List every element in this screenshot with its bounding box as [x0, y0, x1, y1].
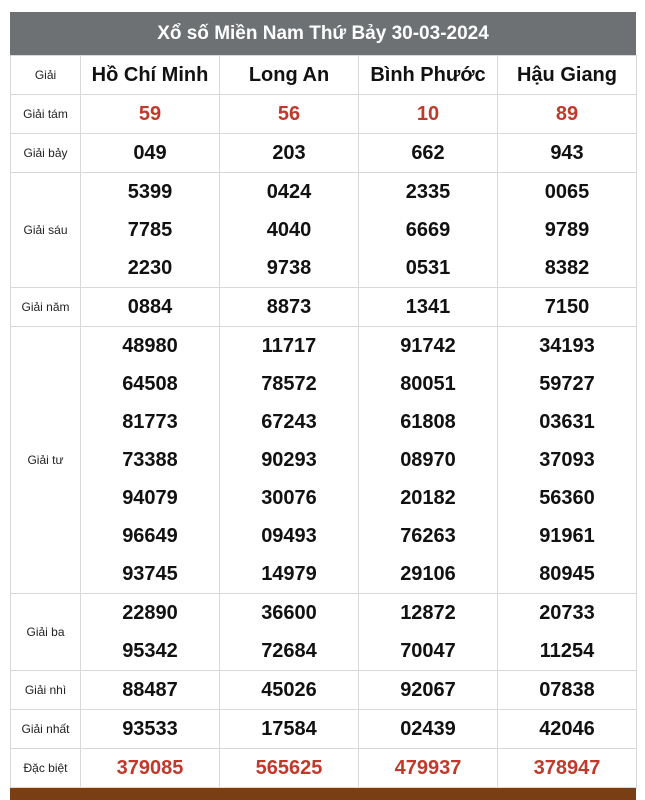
winning-number: 17584 [261, 718, 317, 740]
winning-number: 59727 [539, 373, 595, 395]
winning-number: 479937 [394, 757, 462, 779]
prize-row [11, 749, 637, 788]
province-name: Hồ Chí Minh [81, 56, 220, 95]
winning-number: 4040 [266, 219, 312, 241]
prize-label: Giải sáu [11, 173, 81, 288]
winning-number: 76263 [400, 525, 456, 547]
prize-cell [498, 173, 637, 288]
winning-number: 56360 [539, 487, 595, 509]
winning-number: 91961 [539, 525, 595, 547]
winning-number: 378947 [533, 757, 601, 779]
winning-number: 88487 [122, 679, 178, 701]
winning-number: 48980 [122, 335, 178, 357]
province-name: Long An [220, 56, 359, 95]
prize-cell [359, 594, 498, 671]
winning-number: 5399 [127, 181, 173, 203]
prize-cell [220, 134, 359, 173]
prize-cell [220, 594, 359, 671]
winning-number: 29106 [400, 563, 456, 585]
winning-number: 09493 [261, 525, 317, 547]
winning-number: 0531 [405, 257, 451, 279]
prize-cell [81, 327, 220, 594]
winning-number: 22890 [122, 602, 178, 624]
winning-number: 45026 [261, 679, 317, 701]
winning-number: 96649 [122, 525, 178, 547]
prize-label: Đặc biệt [11, 749, 81, 788]
winning-number: 64508 [122, 373, 178, 395]
prize-cell [81, 134, 220, 173]
prize-cell [498, 710, 637, 749]
results-title: Xổ số Miền Nam Thứ Bảy 30-03-2024 [10, 12, 636, 55]
winning-number: 80945 [539, 563, 595, 585]
prize-cell [220, 327, 359, 594]
prize-cell [81, 749, 220, 788]
prize-cell [220, 288, 359, 327]
winning-number: 379085 [116, 757, 184, 779]
winning-number: 02439 [400, 718, 456, 740]
winning-number: 80051 [400, 373, 456, 395]
prize-cell [81, 173, 220, 288]
winning-number: 42046 [539, 718, 595, 740]
prize-cell [81, 594, 220, 671]
prize-cell [498, 594, 637, 671]
prize-cell [81, 288, 220, 327]
prize-cell [220, 749, 359, 788]
winning-number: 0065 [544, 181, 590, 203]
prize-label: Giải ba [11, 594, 81, 671]
winning-number: 93533 [122, 718, 178, 740]
results-panel [10, 12, 636, 788]
winning-number: 12872 [400, 602, 456, 624]
winning-number: 37093 [539, 449, 595, 471]
prize-cell [359, 671, 498, 710]
winning-number: 8873 [266, 296, 312, 318]
prize-cell [359, 134, 498, 173]
winning-number: 2335 [405, 181, 451, 203]
prize-cell [498, 671, 637, 710]
winning-number: 81773 [122, 411, 178, 433]
winning-number: 203 [272, 142, 306, 164]
winning-number: 89 [555, 103, 579, 125]
prize-row [11, 134, 637, 173]
winning-number: 67243 [261, 411, 317, 433]
winning-number: 943 [550, 142, 584, 164]
results-table [10, 55, 637, 788]
prize-row [11, 710, 637, 749]
winning-number: 9738 [266, 257, 312, 279]
winning-number: 662 [411, 142, 445, 164]
prize-cell [359, 173, 498, 288]
winning-number: 10 [416, 103, 440, 125]
winning-number: 93745 [122, 563, 178, 585]
prize-header-label: Giải [11, 56, 81, 95]
winning-number: 20182 [400, 487, 456, 509]
prize-cell [81, 95, 220, 134]
winning-number: 2230 [127, 257, 173, 279]
prize-label: Giải nhì [11, 671, 81, 710]
winning-number: 1341 [405, 296, 451, 318]
prize-cell [498, 288, 637, 327]
winning-number: 92067 [400, 679, 456, 701]
winning-number: 95342 [122, 640, 178, 662]
prize-label: Giải tám [11, 95, 81, 134]
prize-cell [220, 173, 359, 288]
winning-number: 36600 [261, 602, 317, 624]
winning-number: 30076 [261, 487, 317, 509]
prize-row [11, 671, 637, 710]
winning-number: 7150 [544, 296, 590, 318]
winning-number: 11254 [539, 640, 595, 662]
prize-cell [220, 95, 359, 134]
winning-number: 03631 [539, 411, 595, 433]
winning-number: 6669 [405, 219, 451, 241]
prize-cell [81, 671, 220, 710]
winning-number: 0424 [266, 181, 312, 203]
prize-label: Giải bảy [11, 134, 81, 173]
prize-cell [220, 710, 359, 749]
winning-number: 56 [277, 103, 301, 125]
winning-number: 9789 [544, 219, 590, 241]
footer-bar [10, 788, 636, 800]
prize-row [11, 288, 637, 327]
winning-number: 34193 [539, 335, 595, 357]
winning-number: 8382 [544, 257, 590, 279]
winning-number: 14979 [261, 563, 317, 585]
winning-number: 07838 [539, 679, 595, 701]
prize-cell [498, 95, 637, 134]
prize-row [11, 327, 637, 594]
winning-number: 91742 [400, 335, 456, 357]
header-row [11, 56, 637, 95]
prize-cell [359, 288, 498, 327]
prize-cell [498, 134, 637, 173]
prize-cell [498, 749, 637, 788]
winning-number: 90293 [261, 449, 317, 471]
prize-label: Giải nhất [11, 710, 81, 749]
prize-cell [498, 327, 637, 594]
winning-number: 78572 [261, 373, 317, 395]
province-name: Hậu Giang [498, 56, 637, 95]
prize-row [11, 95, 637, 134]
prize-cell [359, 749, 498, 788]
winning-number: 72684 [261, 640, 317, 662]
prize-cell [359, 95, 498, 134]
winning-number: 61808 [400, 411, 456, 433]
prize-cell [359, 327, 498, 594]
prize-row [11, 173, 637, 288]
prize-cell [220, 671, 359, 710]
winning-number: 0884 [127, 296, 173, 318]
prize-cell [81, 710, 220, 749]
prize-cell [359, 710, 498, 749]
winning-number: 049 [133, 142, 167, 164]
winning-number: 70047 [400, 640, 456, 662]
province-name: Bình Phước [359, 56, 498, 95]
winning-number: 59 [138, 103, 162, 125]
prize-label: Giải tư [11, 327, 81, 594]
winning-number: 11717 [261, 335, 317, 357]
winning-number: 7785 [127, 219, 173, 241]
winning-number: 08970 [400, 449, 456, 471]
winning-number: 565625 [255, 757, 323, 779]
prize-label: Giải năm [11, 288, 81, 327]
winning-number: 73388 [122, 449, 178, 471]
winning-number: 20733 [539, 602, 595, 624]
prize-row [11, 594, 637, 671]
winning-number: 94079 [122, 487, 178, 509]
